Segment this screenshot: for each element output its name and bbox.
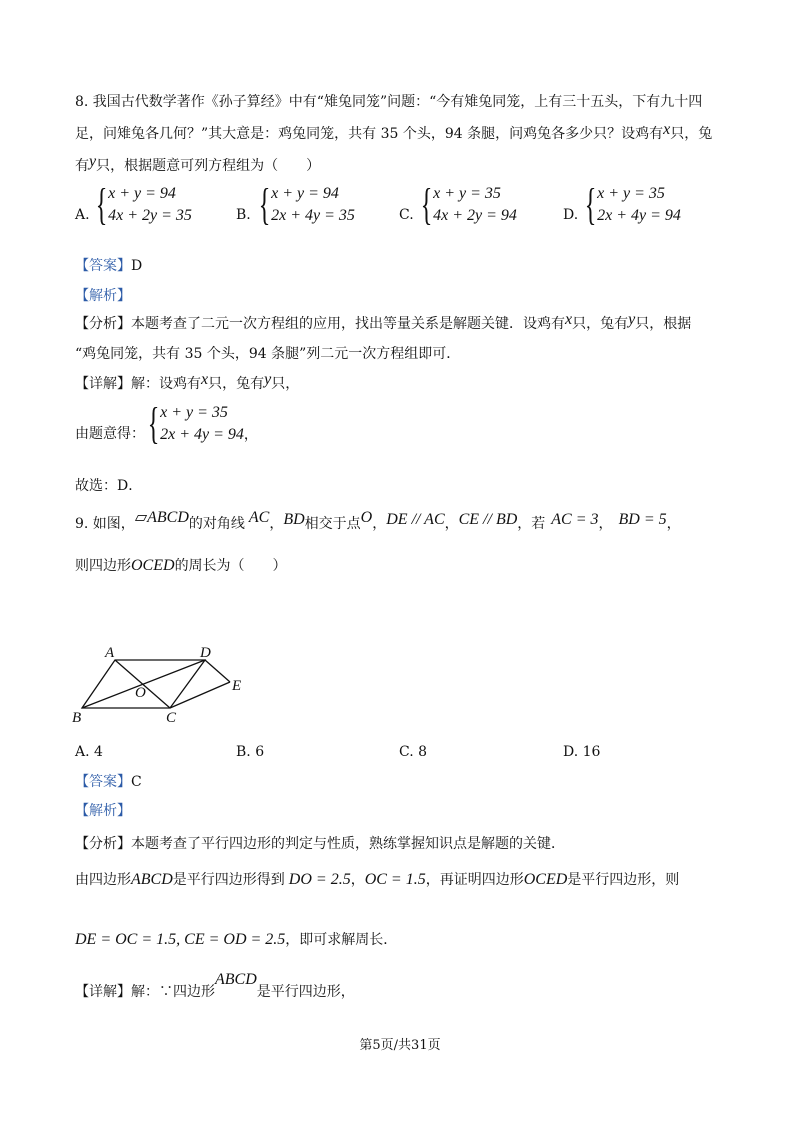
label-d: D bbox=[200, 645, 211, 661]
q8-fenxi-text-b: 只，兔有 bbox=[572, 316, 629, 332]
q9-option-a[interactable] bbox=[75, 742, 103, 762]
q9-option-a-label: A. bbox=[75, 744, 90, 760]
q8-option-c-label[interactable]: C. bbox=[399, 207, 414, 223]
q9-answer-value: C bbox=[131, 774, 142, 790]
q9-abcd: ▱ABCD bbox=[134, 509, 189, 526]
q8-analysis-tag bbox=[75, 286, 131, 306]
q8-line-1: 8. 我国古代数学著作《孙子算经》中有“雉兔同笼”问题：“今有雉兔同笼，上有三十五头，下有九十四 bbox=[75, 94, 703, 110]
q9-line-2-a: 则四边形 bbox=[75, 558, 131, 574]
q8-line-3-b: 只，根据题意可列方程组为（ ） bbox=[96, 158, 321, 174]
q9-option-a-value: 4 bbox=[94, 744, 103, 760]
q9-line-2 bbox=[75, 556, 287, 576]
q9-fenxi-text: 本题考查了平行四边形的判定与性质，熟练掌握知识点是解题的关键． bbox=[131, 836, 565, 852]
fenxi-tag: 【分析】 bbox=[75, 836, 131, 852]
q9-l1-sep: ， bbox=[350, 872, 365, 888]
q8-fenxi-line-2: “鸡兔同笼，共有 35 个头，94 条腿”列二元一次方程组即可． bbox=[75, 346, 461, 362]
q8-fenxi-var-x: x bbox=[565, 311, 573, 328]
label-o: O bbox=[135, 685, 146, 701]
q8-option-b-label[interactable]: B. bbox=[236, 207, 251, 223]
detail-tag: 【详解】 bbox=[75, 984, 131, 1000]
q8-option-a-eq1: x + y = 94 bbox=[108, 185, 176, 202]
q9-detail-b: 是平行四边形， bbox=[256, 984, 355, 1000]
q8-line-2-end: 只，兔 bbox=[670, 126, 713, 142]
segment-de bbox=[205, 660, 230, 682]
q8-detail-eq2: 2x + 4y = 94 bbox=[160, 426, 244, 443]
analysis-tag: 【解析】 bbox=[75, 288, 131, 304]
q8-detail-line-1 bbox=[75, 371, 300, 394]
q9-line-2-b: 的周长为（ ） bbox=[174, 558, 287, 574]
q8-var-x: x bbox=[663, 121, 671, 138]
q9-text-a: 9. 如图， bbox=[75, 516, 135, 532]
q8-answer bbox=[75, 256, 142, 276]
q9-l1-do: DO = 2.5 bbox=[288, 871, 351, 888]
q9-option-c-value: 8 bbox=[418, 744, 428, 760]
q8-line-3-a: 有 bbox=[75, 158, 89, 174]
q9-text-b: 的对角线 bbox=[188, 516, 245, 532]
q9-option-c[interactable] bbox=[399, 742, 427, 762]
q9-ac3: AC = 3 bbox=[551, 511, 599, 528]
q9-ac: AC bbox=[248, 509, 270, 526]
q8-option-b-eq1: x + y = 94 bbox=[271, 185, 339, 202]
q8-option-d-label[interactable]: D. bbox=[563, 207, 579, 223]
q8-option-a-system[interactable] bbox=[91, 180, 192, 229]
q8-fenxi-line-1 bbox=[75, 311, 692, 334]
q9-sep2: ， bbox=[372, 516, 387, 532]
q8-option-b-system[interactable] bbox=[254, 180, 355, 229]
q8-detail-comma: ， bbox=[243, 427, 258, 443]
q9-l2-eq: DE = OC = 1.5, CE = OD = 2.5 bbox=[75, 931, 286, 948]
q9-sep4: ， bbox=[598, 516, 613, 532]
q9-option-c-label: C. bbox=[399, 744, 414, 760]
q8-detail-text-c: 只， bbox=[271, 376, 300, 392]
q8-var-y: y bbox=[89, 153, 97, 170]
parallelogram-figure bbox=[60, 640, 260, 730]
q8-option-d-system[interactable] bbox=[580, 180, 681, 229]
q9-detail-a: 解：∵四边形 bbox=[131, 984, 215, 1000]
q8-detail-var-x: x bbox=[201, 371, 209, 388]
q9-sep1: ， bbox=[269, 516, 284, 532]
q9-option-d[interactable] bbox=[563, 742, 600, 762]
page-footer: 第5页/共31页 bbox=[359, 1038, 441, 1053]
q8-line-2-text: 足，问雉兔各几何？”其大意是：鸡兔同笼，共有 35 个头，94 条腿，问鸡兔各多少只？设鸡有 bbox=[75, 126, 664, 142]
q9-analysis-line-2 bbox=[75, 930, 397, 950]
q9-ce-bd: CE // BD bbox=[458, 511, 518, 528]
q8-fenxi-var-y: y bbox=[628, 311, 636, 328]
q9-l1-oced: OCED bbox=[523, 871, 568, 888]
q9-bd5: BD = 5 bbox=[618, 511, 667, 528]
q8-detail-var-y: y bbox=[264, 371, 272, 388]
q9-text-c: 相交于点 bbox=[304, 516, 361, 532]
q8-option-a-label[interactable]: A. bbox=[75, 207, 90, 223]
q9-option-b[interactable] bbox=[236, 742, 264, 762]
label-b: B bbox=[72, 710, 82, 726]
q8-fenxi-text-a: 本题考查了二元一次方程组的应用，找出等量关系是解题关键．设鸡有 bbox=[131, 316, 565, 332]
q9-option-d-label: D. bbox=[563, 744, 579, 760]
q8-option-d-eq2: 2x + 4y = 94 bbox=[597, 207, 681, 224]
q8-detail-system bbox=[143, 399, 258, 448]
q8-detail-text-a: 解：设鸡有 bbox=[131, 376, 201, 392]
brace-icon: { bbox=[147, 399, 160, 448]
q9-option-b-value: 6 bbox=[255, 744, 265, 760]
q9-detail-abcd: ABCD bbox=[215, 971, 257, 988]
q9-l1-abcd: ABCD bbox=[131, 871, 173, 888]
q8-fenxi-text-c: 只，根据 bbox=[635, 316, 692, 332]
q9-bd: BD bbox=[283, 511, 305, 528]
q9-l1-oc: OC = 1.5 bbox=[364, 871, 426, 888]
q8-line-2 bbox=[75, 121, 713, 144]
q8-detail-eq1: x + y = 35 bbox=[160, 404, 228, 421]
q9-o: O bbox=[360, 509, 373, 526]
q8-answer-value: D bbox=[131, 258, 143, 274]
q9-analysis-line-1 bbox=[75, 870, 679, 890]
fenxi-tag: 【分析】 bbox=[75, 316, 131, 332]
q9-option-d-value: 16 bbox=[582, 744, 601, 760]
q8-line-3 bbox=[75, 153, 321, 176]
q9-sep5: ， bbox=[666, 516, 681, 532]
answer-tag: 【答案】 bbox=[75, 774, 131, 790]
q8-option-c-eq2: 4x + 2y = 94 bbox=[433, 207, 517, 224]
q9-text-d: ，若 bbox=[517, 516, 546, 532]
brace-icon: { bbox=[420, 180, 433, 229]
q8-option-b-eq2: 2x + 4y = 35 bbox=[271, 207, 355, 224]
q8-option-c-system[interactable] bbox=[416, 180, 517, 229]
q8-detail-text-b: 只，兔有 bbox=[208, 376, 265, 392]
brace-icon: { bbox=[258, 180, 271, 229]
q9-option-b-label: B. bbox=[236, 744, 251, 760]
q9-line-1 bbox=[75, 509, 681, 534]
q9-detail bbox=[75, 971, 355, 1002]
q8-choose: 故选：D． bbox=[75, 478, 143, 494]
q8-option-c-eq1: x + y = 35 bbox=[433, 185, 501, 202]
label-a: A bbox=[105, 645, 115, 661]
brace-icon: { bbox=[584, 180, 597, 229]
answer-tag: 【答案】 bbox=[75, 258, 131, 274]
q9-analysis-tag bbox=[75, 801, 131, 821]
q9-l2-b: ，即可求解周长． bbox=[285, 932, 398, 948]
q8-option-a-eq2: 4x + 2y = 35 bbox=[108, 207, 192, 224]
q9-de-ac: DE // AC bbox=[386, 511, 445, 528]
q9-l1-c: ，再证明四边形 bbox=[425, 872, 524, 888]
q9-l1-b: 是平行四边形得到 bbox=[172, 872, 285, 888]
detail-tag: 【详解】 bbox=[75, 376, 131, 392]
label-e: E bbox=[232, 678, 242, 694]
q8-option-d-eq1: x + y = 35 bbox=[597, 185, 665, 202]
q9-answer bbox=[75, 772, 142, 792]
brace-icon: { bbox=[95, 180, 108, 229]
q9-l1-a: 由四边形 bbox=[75, 872, 131, 888]
q9-oced: OCED bbox=[131, 557, 175, 574]
analysis-tag: 【解析】 bbox=[75, 803, 131, 819]
q9-l1-d: 是平行四边形，则 bbox=[567, 872, 680, 888]
q9-sep3: ， bbox=[444, 516, 459, 532]
q8-detail-line-2: 由题意得： bbox=[75, 426, 145, 442]
label-c: C bbox=[166, 710, 177, 726]
q9-fenxi bbox=[75, 834, 565, 854]
